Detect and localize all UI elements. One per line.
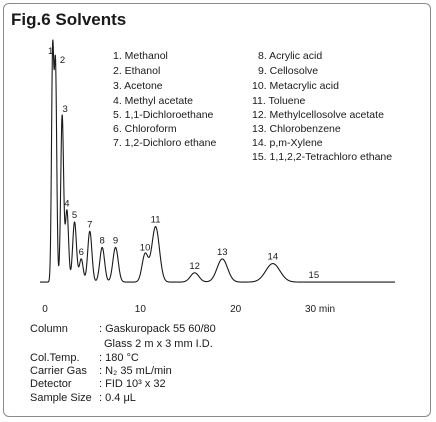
peak-label: 8 — [99, 235, 105, 247]
legend-item: 3. Acetone — [113, 80, 163, 92]
peak-label: 2 — [59, 55, 66, 67]
legend-item: 8. Acrylic acid — [258, 50, 323, 62]
legend-item: 4. Methyl acetate — [113, 95, 193, 107]
legend-item: 13. Chlorobenzene — [252, 123, 341, 135]
peak-label: 9 — [112, 235, 119, 247]
x-tick-label: 20 — [230, 304, 242, 315]
peak-label: 1 — [47, 46, 54, 57]
condition-key: Sample Size — [30, 392, 92, 404]
condition-value: Glass 2 m x 3 mm I.D. — [104, 338, 213, 350]
legend-item: 7. 1,2-Dichloro ethane — [113, 137, 217, 149]
figure-title: Fig.6 Solvents — [11, 10, 127, 29]
legend-item: 14. p,m-Xylene — [252, 137, 323, 149]
legend-item: 9. Cellosolve — [258, 65, 319, 77]
condition-key: Col.Temp. — [30, 352, 80, 364]
x-tick-label: 0 — [42, 304, 48, 315]
peak-label: 10 — [139, 242, 151, 254]
legend-item: 2. Ethanol — [113, 65, 161, 77]
peak-label: 6 — [78, 246, 84, 258]
condition-value: : N₂ 35 mL/min — [99, 365, 172, 377]
peak-label: 3 — [62, 103, 68, 115]
legend-item: 10. Metacrylic acid — [252, 80, 339, 92]
peak-label: 13 — [217, 246, 228, 258]
peak-label: 11 — [150, 214, 161, 226]
condition-value: : Gaskuropack 55 60/80 — [99, 323, 216, 335]
condition-value: : FID 10³ x 32 — [99, 378, 166, 390]
condition-value: : 0.4 μL — [99, 392, 136, 404]
legend-item: 12. Methylcellosolve acetate — [252, 109, 384, 121]
condition-key: Detector — [30, 378, 72, 390]
x-tick-label: 30 min — [304, 304, 336, 315]
x-tick-label: 10 — [134, 304, 146, 315]
peak-label: 5 — [71, 210, 78, 222]
peak-label: 15 — [308, 270, 320, 282]
peak-label: 12 — [189, 260, 200, 272]
x-axis — [42, 304, 335, 315]
legend-item: 15. 1,1,2,2-Tetrachloro ethane — [252, 151, 393, 163]
peak-label: 4 — [64, 198, 70, 210]
peak-label: 14 — [267, 251, 279, 263]
legend-item: 11. Toluene — [252, 95, 306, 107]
legend-item: 5. 1,1-Dichloroethane — [113, 109, 214, 121]
condition-key: Column — [30, 323, 68, 335]
condition-value: : 180 °C — [99, 352, 139, 364]
legend-item: 6. Chloroform — [113, 123, 177, 135]
condition-key: Carrier Gas — [30, 365, 87, 377]
peak-label: 7 — [87, 219, 93, 231]
legend-item: 1. Methanol — [113, 50, 168, 62]
